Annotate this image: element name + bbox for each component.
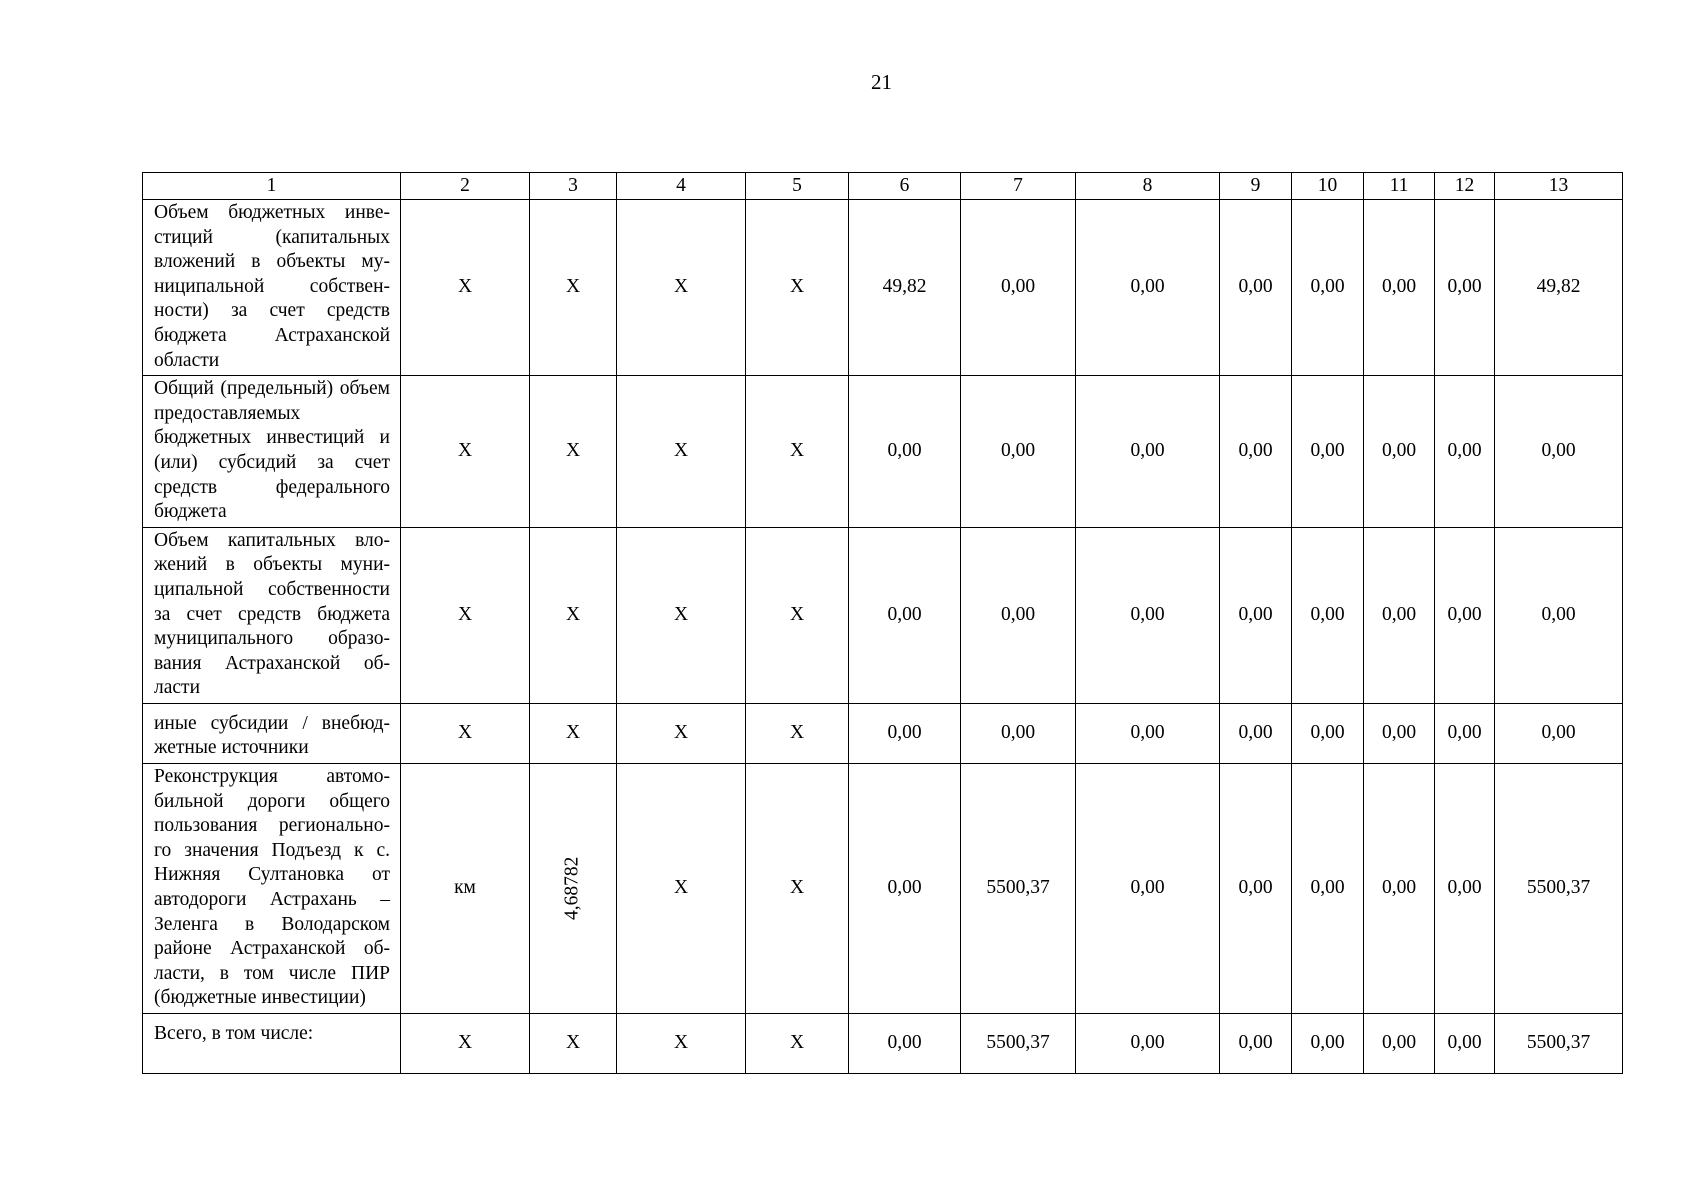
table-cell: Х: [530, 376, 617, 528]
table-cell: Х: [746, 703, 849, 763]
table-cell: 0,00: [1292, 376, 1364, 528]
table-cell: Х: [617, 376, 746, 528]
table-cell: Х: [746, 527, 849, 703]
table-cell: 0,00: [1076, 200, 1220, 376]
rotated-length-value: 4,68782: [561, 856, 583, 921]
table-cell: 0,00: [1435, 376, 1495, 528]
table-cell: Х: [746, 376, 849, 528]
table-cell: 49,82: [849, 200, 961, 376]
table-cell: 0,00: [1364, 376, 1435, 528]
table-cell: 0,00: [1220, 200, 1292, 376]
table-cell: 0,00: [1364, 1014, 1435, 1074]
table-row: [143, 703, 1623, 763]
table-cell: 0,00: [1495, 703, 1623, 763]
column-header: 3: [530, 173, 617, 200]
column-header: 9: [1220, 173, 1292, 200]
table-cell: Х: [530, 1014, 617, 1074]
row-label: иные субсидии / внебюд-жетные источники: [143, 703, 401, 763]
table-cell: 0,00: [1364, 527, 1435, 703]
column-header: 10: [1292, 173, 1364, 200]
table-cell: Х: [746, 1014, 849, 1074]
table-cell: 0,00: [849, 1014, 961, 1074]
row-label: Всего, в том числе:: [143, 1014, 401, 1074]
table-cell: Х: [617, 1014, 746, 1074]
row-label: Объем капитальных вло-жений в объекты муни-ципальной собственности за счет средств бюджета муниципального образо-вания Астраханской об-ласти: [143, 527, 401, 703]
table-row: [143, 764, 1623, 1014]
table-cell: 5500,37: [961, 764, 1076, 1014]
table-cell: 0,00: [1495, 376, 1623, 528]
table-cell: Х: [617, 764, 746, 1014]
table-cell: Х: [530, 703, 617, 763]
column-header: 6: [849, 173, 961, 200]
table-cell: Х: [617, 200, 746, 376]
table-cell: 0,00: [961, 703, 1076, 763]
table-cell: 0,00: [1435, 703, 1495, 763]
column-header: 12: [1435, 173, 1495, 200]
table-cell: 0,00: [1435, 1014, 1495, 1074]
column-header: 7: [961, 173, 1076, 200]
table-row: [143, 527, 1623, 703]
table-cell: Х: [401, 200, 530, 376]
table-cell: 0,00: [1220, 1014, 1292, 1074]
table-cell: 0,00: [1076, 764, 1220, 1014]
row-label: Общий (предельный) объем предоставляемых бюджетных инвестиций и (или) субсидий за счет средств федерального бюджета: [143, 376, 401, 528]
table-cell: Х: [401, 703, 530, 763]
budget-table: [142, 172, 1623, 1074]
table-cell: 0,00: [1364, 764, 1435, 1014]
table-cell: Х: [530, 527, 617, 703]
table-cell: Х: [401, 376, 530, 528]
column-header: 8: [1076, 173, 1220, 200]
table-cell: 0,00: [1292, 764, 1364, 1014]
table-cell: 5500,37: [1495, 1014, 1623, 1074]
table-cell: 0,00: [1076, 527, 1220, 703]
table-cell: 0,00: [1292, 527, 1364, 703]
table-row-total: [143, 1014, 1623, 1074]
table-cell: 5500,37: [961, 1014, 1076, 1074]
table-cell: Х: [401, 1014, 530, 1074]
table-cell: 0,00: [849, 376, 961, 528]
table-cell: 0,00: [961, 376, 1076, 528]
table-cell: 0,00: [961, 527, 1076, 703]
table-cell: 0,00: [1364, 200, 1435, 376]
table-cell: 0,00: [1220, 376, 1292, 528]
table-header-row: [143, 173, 1623, 200]
column-header: 1: [143, 173, 401, 200]
row-label: Реконструкция автомо-бильной дороги общего пользования регионально-го значения Подъезд к с. Нижняя Султановка от автодороги Астрахань – Зеленга в Володарском районе Астраханской об-ласти, в том числе ПИР (бюджетные инвестиции): [143, 764, 401, 1014]
table-cell: 5500,37: [1495, 764, 1623, 1014]
table-cell: 0,00: [1292, 1014, 1364, 1074]
table-cell: км: [401, 764, 530, 1014]
table-cell: Х: [746, 764, 849, 1014]
column-header: 5: [746, 173, 849, 200]
table-cell: 0,00: [1076, 703, 1220, 763]
table-cell: 0,00: [1495, 527, 1623, 703]
table-cell: 0,00: [1292, 703, 1364, 763]
column-header: 2: [401, 173, 530, 200]
column-header: 4: [617, 173, 746, 200]
table-cell: 0,00: [849, 764, 961, 1014]
table-cell: 0,00: [1220, 527, 1292, 703]
table-cell: Х: [401, 527, 530, 703]
table-cell: Х: [530, 200, 617, 376]
table-cell: 0,00: [849, 703, 961, 763]
table-cell: 49,82: [1495, 200, 1623, 376]
table-cell: 0,00: [1220, 703, 1292, 763]
table-cell: 0,00: [1076, 1014, 1220, 1074]
column-header: 11: [1364, 173, 1435, 200]
row-label: Объем бюджетных инве-стиций (капитальных вложений в объекты му-ниципальной собствен-ности) за счет средств бюджета Астраханской области: [143, 200, 401, 376]
table-cell: 0,00: [1364, 703, 1435, 763]
column-header: 13: [1495, 173, 1623, 200]
table-cell: 0,00: [1435, 200, 1495, 376]
table-cell: Х: [617, 703, 746, 763]
table-cell: 0,00: [1076, 376, 1220, 528]
table-cell: 0,00: [849, 527, 961, 703]
table-row: [143, 200, 1623, 376]
table-cell: Х: [746, 200, 849, 376]
table-cell: 0,00: [1292, 200, 1364, 376]
table-cell: 0,00: [961, 200, 1076, 376]
table-cell: [530, 764, 617, 1014]
table-cell: 0,00: [1435, 527, 1495, 703]
table-cell: Х: [617, 527, 746, 703]
table-cell: 0,00: [1220, 764, 1292, 1014]
page-number: 21: [871, 70, 892, 94]
table-row: [143, 376, 1623, 528]
table-cell: 0,00: [1435, 764, 1495, 1014]
